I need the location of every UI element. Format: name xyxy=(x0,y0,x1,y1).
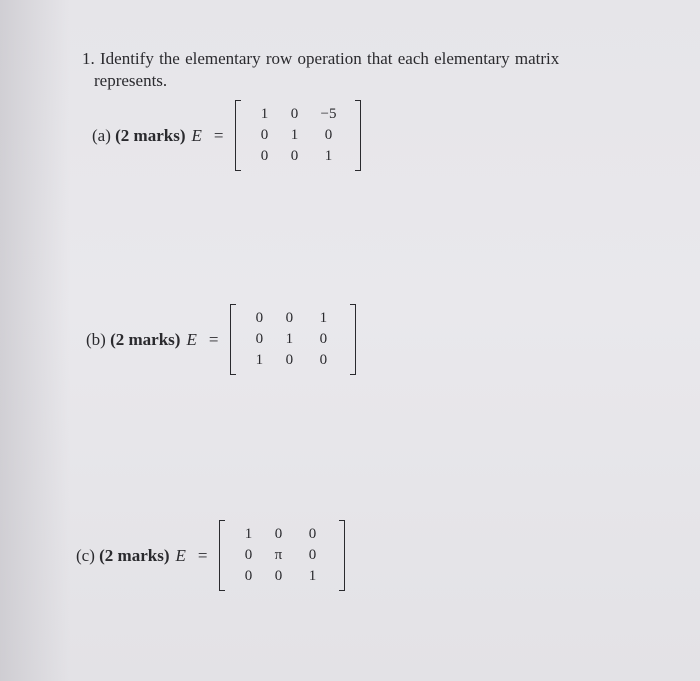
matrix-cell: 0 xyxy=(285,310,294,326)
matrix-cell: 1 xyxy=(308,568,317,584)
question-1 xyxy=(82,48,662,92)
matrix-cell: 0 xyxy=(308,526,317,542)
paper-edge-shadow xyxy=(0,0,70,681)
part-b xyxy=(86,308,356,371)
matrix-cell: 0 xyxy=(324,127,333,143)
question-number: 1. xyxy=(82,49,95,68)
equals-sign: = xyxy=(208,329,219,349)
question-text-line1: Identify the elementary row operation that each elementary matrix xyxy=(100,49,560,68)
matrix-c xyxy=(219,524,345,587)
matrix-cell: π xyxy=(274,547,283,563)
matrix-cell: 0 xyxy=(285,352,294,368)
matrix-cell: 1 xyxy=(255,352,264,368)
matrix-cell: 0 xyxy=(274,568,283,584)
matrix-cell: 0 xyxy=(260,127,269,143)
matrix-variable: E xyxy=(191,125,202,145)
matrix-cell: 0 xyxy=(290,148,299,164)
matrix-cell: 0 xyxy=(255,310,264,326)
matrix-variable: E xyxy=(175,545,186,565)
part-label: (a) xyxy=(92,125,111,145)
matrix-cell: 0 xyxy=(290,106,299,122)
part-label: (c) xyxy=(76,545,95,565)
marks-label: (2 marks) xyxy=(99,545,170,565)
matrix-cell: 0 xyxy=(308,547,317,563)
matrix-cell: 1 xyxy=(260,106,269,122)
part-a xyxy=(92,104,361,167)
matrix-variable: E xyxy=(186,329,197,349)
matrix-cell: 0 xyxy=(319,331,328,347)
matrix-cell: 0 xyxy=(274,526,283,542)
part-c xyxy=(76,524,345,587)
equals-sign: = xyxy=(197,545,208,565)
matrix-cell: 0 xyxy=(260,148,269,164)
matrix-cell: 1 xyxy=(319,310,328,326)
matrix-cell: 1 xyxy=(324,148,333,164)
marks-label: (2 marks) xyxy=(110,329,181,349)
matrix-cell: 0 xyxy=(255,331,264,347)
matrix-cell: 1 xyxy=(244,526,253,542)
matrix-cell: 0 xyxy=(319,352,328,368)
matrix-b xyxy=(230,308,356,371)
matrix-cell: 1 xyxy=(285,331,294,347)
marks-label: (2 marks) xyxy=(115,125,186,145)
question-text-line2: represents. xyxy=(94,71,168,90)
matrix-a xyxy=(235,104,361,167)
matrix-cell: 0 xyxy=(244,568,253,584)
part-label: (b) xyxy=(86,329,106,349)
question-line-1 xyxy=(82,48,662,70)
equals-sign: = xyxy=(213,125,224,145)
matrix-cell: 1 xyxy=(290,127,299,143)
matrix-cell: −5 xyxy=(320,106,337,122)
matrix-cell: 0 xyxy=(244,547,253,563)
